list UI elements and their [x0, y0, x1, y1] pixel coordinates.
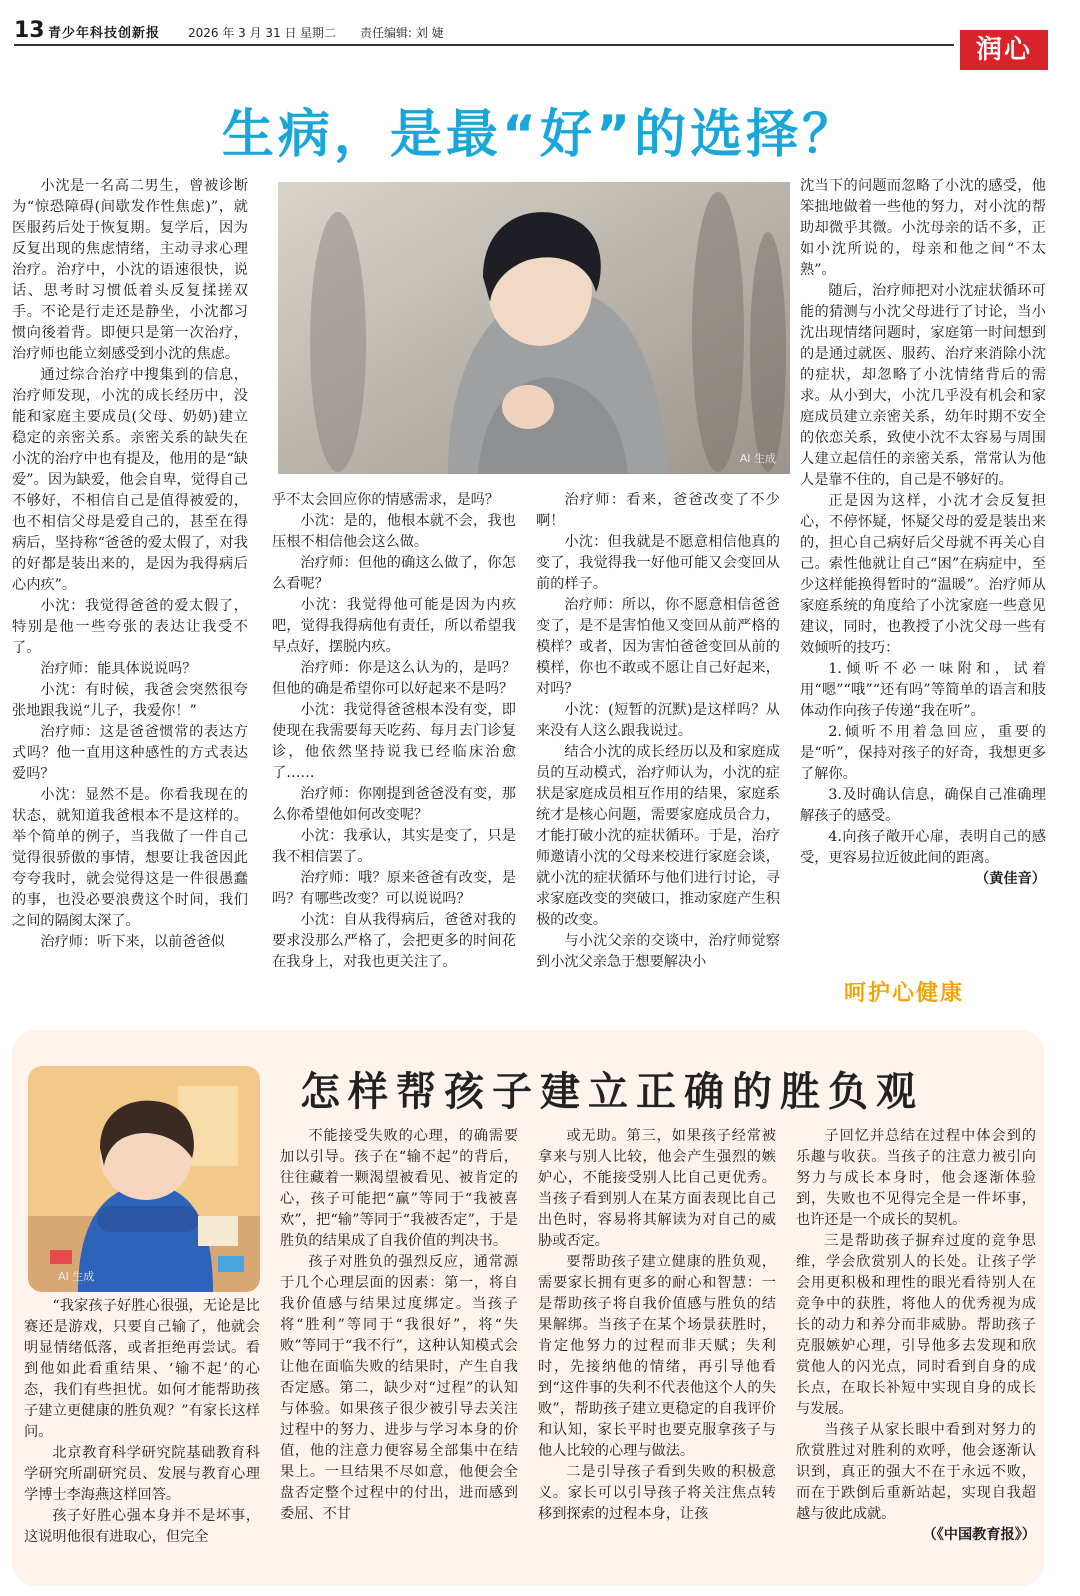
paragraph: 沈当下的问题而忽略了小沈的感受，他笨拙地做着一些他的努力，对小沈的帮助却微乎其微。小沈母亲的话不多，正如小沈所说的，母亲和他之间“不太熟”。 [800, 178, 1046, 278]
page-header [0, 0, 1080, 50]
issue-date: 2026 年 3 月 31 日 [188, 26, 297, 40]
paragraph: 小沈：(短暂的沉默)是这样吗？从来没有人这么跟我说过。 [536, 702, 780, 739]
paragraph: 小沈：我觉得爸爸的爱太假了，特别是他一些夸张的表达让我受不了。 [12, 598, 248, 656]
paragraph: 北京教育科学研究院基础教育科学研究所副研究员、发展与教育心理学博士李海燕这样回答。 [24, 1445, 260, 1503]
paragraph: 小沈：是的，他根本就不会，我也压根不相信他会这么做。 [272, 513, 516, 550]
article2-column-3 [538, 1126, 776, 1580]
paragraph: 小沈：有时候，我爸会突然很夸张地跟我说“儿子，我爱你！” [12, 682, 248, 719]
paragraph: 小沈：显然不是。你看我现在的状态，就知道我爸根本不是这样的。举个简单的例子，当我做了一件自己觉得很骄傲的事情，想要让我爸因此夸夸我时，就会觉得这是一件很愚蠢的事，也没必要浪费这个时间，我们之间的隔阂太深了。 [12, 787, 248, 929]
paragraph: 子回忆并总结在过程中体会到的乐趣与收获。当孩子的注意力被引向努力与成长本身时，他会逐渐体验到，失败也不见得完全是一件坏事，也许还是一个成长的契机。 [796, 1128, 1036, 1228]
article2-illustration [28, 1066, 260, 1292]
paragraph: 小沈：但我就是不愿意相信他真的变了，我觉得我一好他可能又会变回从前的样子。 [536, 534, 780, 592]
paragraph: 治疗师：所以，你不愿意相信爸爸变了，是不是害怕他又变回从前严格的模样？或者，因为害怕爸爸变回从前的模样，你也不敢或不愿让自己好起来，对吗？ [536, 597, 780, 697]
paragraph: 3.及时确认信息，确保自己准确理解孩子的感受。 [800, 787, 1046, 824]
article2-title: 怎样帮孩子建立正确的胜负观 [300, 1069, 924, 1115]
article2-column-4 [796, 1126, 1036, 1580]
paragraph: 治疗师：看来，爸爸改变了不少啊！ [536, 492, 780, 529]
article1-illustration [278, 182, 790, 474]
paragraph: 2.倾听不用着急回应，重要的是“听”，保持对孩子的好奇，我想更多了解你。 [800, 724, 1046, 782]
paragraph: 治疗师：你是这么认为的，是吗？但他的确是希望你可以好起来不是吗？ [272, 660, 516, 697]
paragraph: 结合小沈的成长经历以及和家庭成员的互动模式，治疗师认为，小沈的症状是家庭成员相互作用的结果，家庭系统才是核心问题，需要家庭成员合力，才能打破小沈的症状循环。于是，治疗师邀请小沈的父母来校进行家庭会谈，就小沈的症状循环与他们进行讨论，寻求家庭改变的突破口，推动家庭产生积极的改变。 [536, 744, 780, 928]
paragraph: 治疗师：哦？原来爸爸有改变，是吗？有哪些改变？可以说说吗？ [272, 870, 516, 907]
paragraph: 小沈：我觉得他可能是因为内疚吧，觉得我得病他有责任，所以希望我早点好，摆脱内疚。 [272, 597, 516, 655]
article2-column-2 [280, 1126, 518, 1580]
byline: （《中国教育报》） [922, 1527, 1036, 1543]
paragraph: 1.倾听不必一味附和，试着用“嗯”“哦”“还有吗”等简单的语言和肢体动作向孩子传递“我在听”。 [800, 661, 1046, 719]
issue-weekday: 星期二 [300, 26, 337, 40]
article1-column-3 [536, 490, 780, 990]
paragraph: 随后，治疗师把对小沈症状循环可能的猜测与小沈父母进行了讨论，当小沈出现情绪问题时，家庭第一时间想到的是通过就医、服药、治疗来消除小沈的症状，却忽略了小沈情绪背后的需求。从小到大，小沈几乎没有机会和家庭成员建立亲密关系，幼年时期不安全的依恋关系，致使小沈不太容易与周围人建立起信任的亲密关系，常常认为他人是靠不住的，自己是不够好的。 [800, 283, 1046, 488]
paragraph: 治疗师：听下来，以前爸爸似 [40, 934, 225, 950]
paragraph: 小沈：我觉得爸爸根本没有变，即使现在我需要每天吃药、每月去门诊复诊，他依然坚持说我已经临床治愈了…… [272, 702, 516, 781]
article2-column-1 [24, 1296, 260, 1580]
paragraph: 孩子好胜心强本身并不是坏事，这说明他很有进取心，但完全 [24, 1508, 260, 1545]
paragraph: 三是帮助孩子摒弃过度的竞争思维，学会欣赏别人的长处。让孩子学会用更积极和理性的眼光看待别人在竞争中的获胜，将他人的优秀视为成长的动力和养分而非威胁。帮助孩子克服嫉妒心理，引导他多去发现和欣赏他人的闪光点，同时看到自身的成长点，在取长补短中实现自身的成长与发展。 [796, 1233, 1036, 1417]
paragraph: 治疗师：能具体说说吗？ [40, 661, 197, 677]
paragraph: 治疗师：你刚提到爸爸没有变，那么你希望他如何改变呢？ [272, 786, 516, 823]
paragraph: 不能接受失败的心理，的确需要加以引导。孩子在“输不起”的背后，往往藏着一颗渴望被看见、被肯定的心，孩子可能把“赢”等同于“我被喜欢”，把“输”等同于“我被否定”，于是胜负的结果成了自我价值的判决书。 [280, 1128, 518, 1249]
section-badge: 润心 [960, 30, 1048, 70]
editor-credit: 责任编辑: 刘 婕 [360, 26, 444, 40]
paragraph: 通过综合治疗中搜集到的信息，治疗师发现，小沈的成长经历中，没能和家庭主要成员(父母、奶奶)建立稳定的亲密关系。亲密关系的缺失在小沈的治疗中也有提及，他用的是“缺爱”。因为缺爱，他会自卑，觉得自己不够好，不相信自己是值得被爱的，也不相信父母是爱自己的，甚至在得病后，坚持称“爸爸的爱太假了，对我的好都是装出来的，是因为我得病后心内疚”。 [12, 367, 248, 593]
header-rule [14, 44, 954, 46]
byline: （黄佳音） [975, 871, 1046, 887]
sad-teen-illustration [278, 182, 790, 474]
paragraph: 小沈：自从我得病后，爸爸对我的要求没那么严格了，会把更多的时间花在我身上，对我也更关注了。 [272, 912, 516, 970]
paragraph: 当孩子从家长眼中看到对努力的欣赏胜过对胜利的欢呼，他会逐渐认识到，真正的强大不在于永远不败，而在于跌倒后重新站起，实现自我超越与彼此成就。 [796, 1422, 1036, 1522]
paragraph: “我家孩子好胜心很强，无论是比赛还是游戏，只要自己输了，他就会明显情绪低落，或者拒绝再尝试。看到他如此看重结果、‘输不起’的心态，我们有些担忧。如何才能帮助孩子建立更健康的胜负观？”有家长这样问。 [24, 1298, 260, 1440]
paragraph: 小沈是一名高二男生，曾被诊断为“惊恐障碍(间歇发作性焦虑)”，就医服药后处于恢复期。复学后，因为反复出现的焦虑情绪，主动寻求心理治疗。治疗中，小沈的语速很快，说话、思考时习惯低着头反复揉搓双手。不论是行走还是静坐，小沈都习惯向後着背。即便只是第一次治疗，治疗师也能立刻感受到小沈的焦虑。 [12, 178, 248, 362]
article1-column-2 [272, 490, 516, 990]
column-logo-text: 呵护心健康 [844, 981, 965, 1006]
paragraph: 与小沈父亲的交谈中，治疗师觉察到小沈父亲急于想要解决小 [536, 933, 780, 970]
paragraph: 4.向孩子敞开心扉，表明自己的感受，更容易拉近彼此间的距离。 [800, 829, 1046, 866]
article1-column-4 [800, 176, 1046, 936]
paragraph: 小沈：我承认，其实是变了，只是我不相信罢了。 [272, 828, 516, 865]
ai-generated-tag-2: AI 生成 [58, 1270, 95, 1283]
sad-child-illustration [28, 1066, 260, 1292]
paragraph: 或无助。第三，如果孩子经常被拿来与别人比较，他会产生强烈的嫉妒心，不能接受别人比自己更优秀。当孩子看到别人在某方面表现比自己出色时，容易将其解读为对自己的威胁或否定。 [538, 1128, 776, 1249]
paragraph: 治疗师：这是爸爸惯常的表达方式吗？他一直用这种感性的方式表达爱吗？ [12, 724, 248, 782]
article1-title: 生病，是最“好”的选择？ [221, 105, 859, 165]
ai-generated-tag: AI 生成 [739, 452, 776, 465]
paper-name: 青少年科技创新报 [48, 26, 161, 41]
page-number: 13 [14, 18, 45, 43]
paragraph: 孩子对胜负的强烈反应，通常源于几个心理层面的因素：第一，将自我价值感与结果过度绑定。当孩子将“胜利”等同于“我很好”，将“失败”等同于“我不行”，这种认知模式会让他在面临失败的结果时，产生自我否定感。第二，缺少对“过程”的认知与体验。如果孩子很少被引导去关注过程中的努力、进步与学习本身的价值，他的注意力便容易全部集中在结果上。一旦结果不尽如意，他便会全盘否定整个过程中的付出，进而感到委屈、不甘 [280, 1254, 518, 1522]
paragraph: 二是引导孩子看到失败的积极意义。家长可以引导孩子将关注焦点转移到探索的过程本身，让孩 [538, 1464, 776, 1522]
article1-column-1 [12, 176, 248, 988]
paragraph: 要帮助孩子建立健康的胜负观，需要家长拥有更多的耐心和智慧：一是帮助孩子将自我价值感与胜负的结果解绑。当孩子在某个场景获胜时，肯定他努力的过程而非天赋；失利时，先接纳他的情绪，再引导他看到“这件事的失利不代表他这个人的失败”，帮助孩子建立更稳定的自我评价和认知，家长平时也要克服拿孩子与他人比较的心理与做法。 [538, 1254, 776, 1459]
paragraph: 乎不太会回应你的情感需求，是吗？ [272, 492, 500, 508]
column-logo [844, 976, 1040, 1010]
paragraph: 正是因为这样，小沈才会反复担心，不停怀疑，怀疑父母的爱是装出来的，担心自己病好后父母就不再关心自己。索性他就让自己“困”在病症中，至少这样能换得暂时的“温暖”。治疗师从家庭系统的角度给了小沈家庭一些意见建议，同时，也教授了小沈父母一些有效倾听的技巧： [800, 493, 1046, 656]
paragraph: 治疗师：但他的确这么做了，你怎么看呢？ [272, 555, 516, 592]
